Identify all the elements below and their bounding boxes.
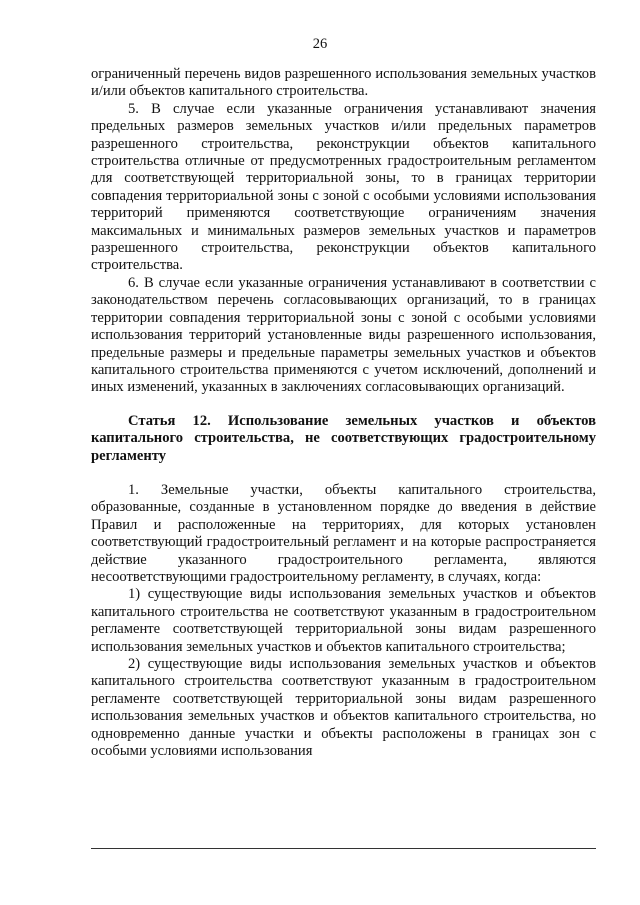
- paragraph-6: 6. В случае если указанные ограничения устанавливают в соответствии с законодательством перечень согласовывающих организаций, то в границах территории совпадения территориальной зоны с зоной с особыми условиями использования территорий установленные виды разрешенного использования, предельные размеры и предельные параметры земельных участков и объектов капитального строительства применяются с учетом исключений, дополнений и иных изменений, указанных в заключениях согласовывающих организаций.: [91, 274, 596, 396]
- paragraph-5: 5. В случае если указанные ограничения устанавливают значения предельных размеров земельных участков и/или предельных параметров разрешенного строительства, реконструкции объектов капитального строительства отличные от предусмотренных градостроительным регламентом для соответствующей территориальной зоны, то в границах территории совпадения территориальной зоны с зоной с особыми условиями использования территорий применяются соответствующие ограничениям значения максимальных и минимальных размеров земельных участков и параметров разрешенного строительства, реконструкции объектов капитального строительства.: [91, 100, 596, 274]
- page-number: 26: [312, 36, 328, 52]
- document-body: [91, 66, 596, 760]
- article-12-paragraph-1: 1. Земельные участки, объекты капитального строительства, образованные, созданные в установленном порядке до введения в действие Правил и расположенные на территориях, для которых установлен соответствующий градостроительный регламент и на которые распространяется действие указанного градостроительного регламента, являются несоответствующими градостроительному регламенту, в случаях, когда:: [91, 481, 596, 585]
- list-item-2: 2) существующие виды использования земельных участков и объектов капитального строительства соответствуют указанным в градостроительном регламенте соответствующей территориальной зоны видам разрешенного использования земельных участков и объектов капитального строительства, но одновременно данные участки и объекты расположены в границах зон с особыми условиями использования: [91, 656, 596, 760]
- paragraph-continued: ограниченный перечень видов разрешенного использования земельных участков и/или объектов капитального строительства.: [91, 66, 596, 100]
- footer-divider: [91, 848, 596, 849]
- list-item-1: 1) существующие виды использования земельных участков и объектов капитального строительства не соответствуют указанным в градостроительном регламенте соответствующей территориальной зоны видам разрешенного использования земельных участков и объектов капитального строительства;: [91, 586, 596, 655]
- article-12-heading: Статья 12. Использование земельных участков и объектов капитального строительства, не соответствующих градостроительному регламенту: [91, 412, 596, 464]
